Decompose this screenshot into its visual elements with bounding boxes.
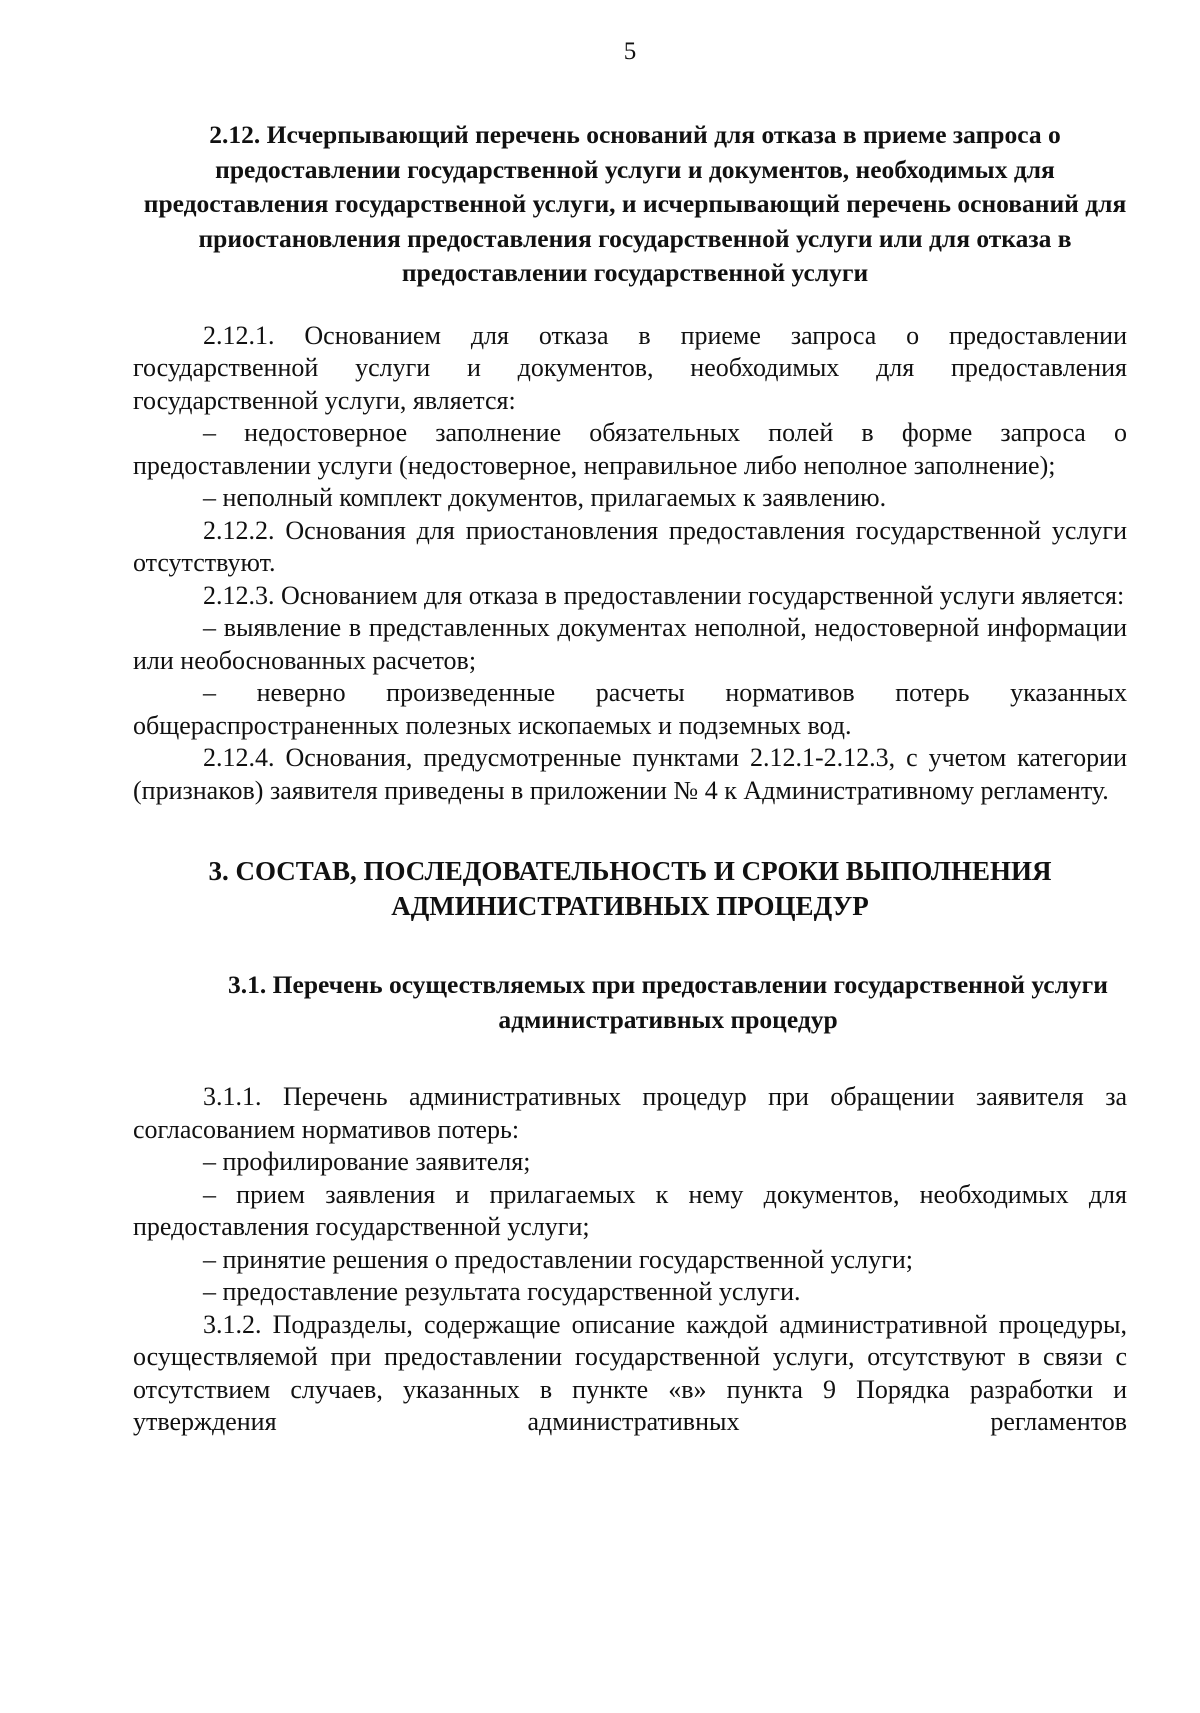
page-number: 5	[623, 38, 637, 65]
list-item-decision: – принятие решения о предоставлении государственной услуги;	[203, 1244, 913, 1274]
paragraph-2-12-4: 2.12.4. Основания, предусмотренные пунктами 2.12.1-2.12.3, с учетом категории (признаков) заявителя приведены в приложении № 4 к Административному регламенту.	[133, 743, 1127, 805]
list-item-incomplete-information: – выявление в представленных документах неполной, недостоверной информации или необоснованных расчетов;	[133, 613, 1127, 675]
document-body	[133, 118, 1127, 1439]
section-3-heading: 3. СОСТАВ, ПОСЛЕДОВАТЕЛЬНОСТЬ И СРОКИ ВЫПОЛНЕНИЯ АДМИНИСТРАТИВНЫХ ПРОЦЕДУР	[208, 856, 1052, 921]
list-item-profiling: – профилирование заявителя;	[203, 1147, 531, 1176]
section-3-1	[133, 968, 1127, 1439]
section-3	[133, 854, 1127, 924]
paragraph-2-12-2: 2.12.2. Основания для приостановления предоставления государственной услуги отсутствуют.	[133, 515, 1127, 577]
list-item-application-reception: – прием заявления и прилагаемых к нему документов, необходимых для предоставления государственной услуги;	[133, 1179, 1127, 1241]
list-item-unreliable-filling: – недостоверное заполнение обязательных полей в форме запроса о предоставлении услуги (недостоверное, неправильное либо неполное заполнение);	[133, 418, 1127, 480]
paragraph-3-1-2: 3.1.2. Подразделы, содержащие описание каждой административной процедуры, осуществляемой при предоставлении государственной услуги, отсутствуют в связи с отсутствием случаев, указанных в пункте «в» пункта 9 Порядка разработки и утверждения административных регламентов	[133, 1309, 1127, 1436]
paragraph-2-12-3: 2.12.3. Основанием для отказа в предоставлении государственной услуги является:	[203, 580, 1125, 610]
section-2-12-heading: 2.12. Исчерпывающий перечень оснований для отказа в приеме запроса о предоставлении государственной услуги и документов, необходимых для предоставления государственной услуги, и исчерпывающий перечень оснований для приостановления предоставления государственной услуги или для отказа в предоставлении государственной услуги	[143, 120, 1127, 287]
list-item-incorrect-calculations: – неверно произведенные расчеты нормативов потерь указанных общераспространенных полезных ископаемых и подземных вод.	[133, 678, 1127, 740]
section-2-12	[133, 118, 1127, 807]
section-3-1-heading: 3.1. Перечень осуществляемых при предоставлении государственной услуги административных процедур	[228, 970, 1108, 1034]
paragraph-3-1-1: 3.1.1. Перечень административных процедур при обращении заявителя за согласованием нормативов потерь:	[133, 1082, 1127, 1144]
paragraph-2-12-1: 2.12.1. Основанием для отказа в приеме запроса о предоставлении государственной услуги и документов, необходимых для предоставления государственной услуги, является:	[133, 320, 1127, 415]
list-item-incomplete-documents: – неполный комплект документов, прилагаемых к заявлению.	[203, 483, 887, 512]
list-item-result-provision: – предоставление результата государственной услуги.	[203, 1277, 801, 1306]
